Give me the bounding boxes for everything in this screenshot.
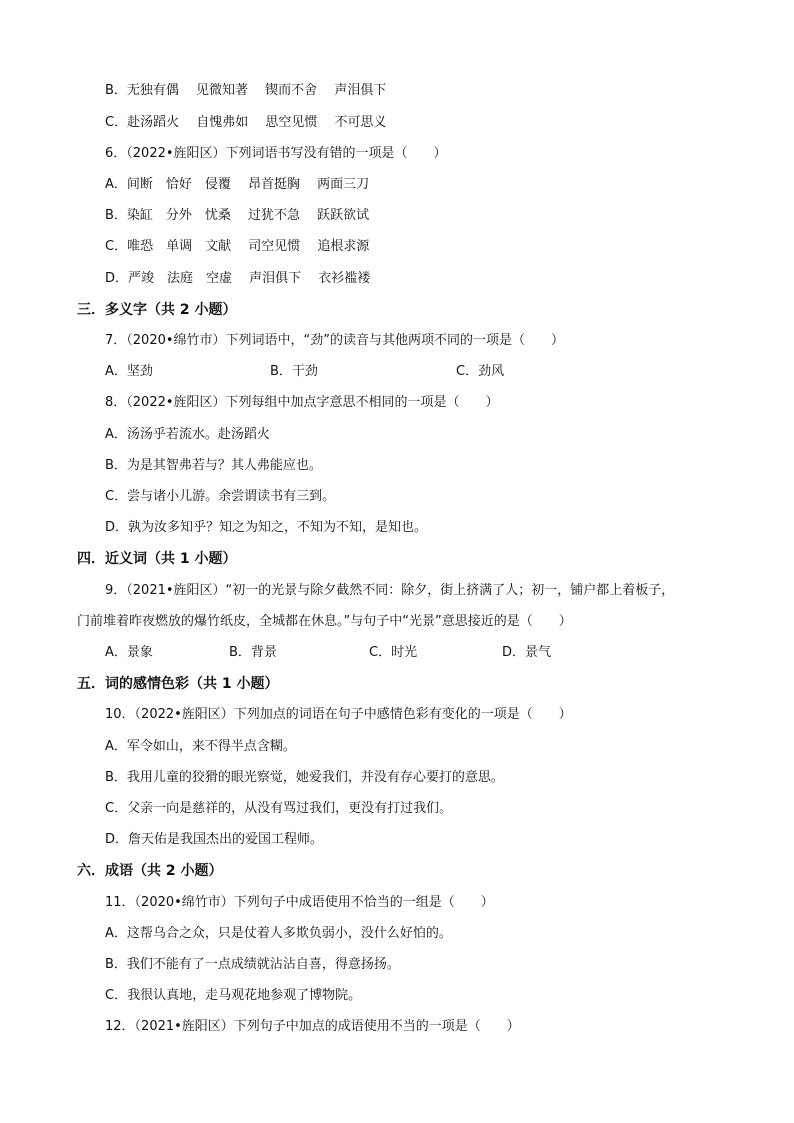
- question-9: 9．（2021•旌阳区）“初一的光景与除夕截然不同：除夕，街上挤满了人；初一，铺户都上着板子，: [105, 583, 675, 598]
- q7-option-b: B．干劲: [270, 364, 318, 379]
- question-12: 12．（2021•旌阳区）下列句子中加点的成语使用不当的一项是（ ）: [105, 1019, 520, 1034]
- q9-option-b: B．背景: [229, 645, 277, 660]
- q10-option-a: A．军令如山，来不得半点含糊。: [105, 739, 296, 754]
- question-10: 10．（2022•旌阳区）下列加点的词语在句子中感情色彩有变化的一项是（ ）: [105, 707, 572, 722]
- question-11: 11．（2020•绵竹市）下列句子中成语使用不恰当的一组是（ ）: [105, 895, 494, 910]
- section-3-heading: 三．多义字（共 2 小题）: [77, 302, 237, 318]
- q6-option-a: A．间断 恰好 侵覆 昂首挺胸 两面三刀: [105, 177, 370, 192]
- section-4-heading: 四．近义词（共 1 小题）: [77, 551, 237, 567]
- q6-option-d: D．严竣 法庭 空虚 声泪俱下 衣衫褴褛: [105, 271, 371, 286]
- q8-option-c: C．尝与诸小儿游。余尝谓读书有三到。: [105, 489, 336, 504]
- q10-option-c: C．父亲一向是慈祥的，从没有骂过我们，更没有打过我们。: [105, 801, 453, 816]
- q9-option-a: A．景象: [105, 645, 153, 660]
- q7-options: [105, 364, 725, 380]
- q5-option-c: C．赴汤蹈火 自愧弗如 思空见惯 不可思义: [105, 115, 387, 130]
- q10-option-d: D．詹天佑是我国杰出的爱国工程师。: [105, 832, 324, 847]
- section-6-heading: 六．成语（共 2 小题）: [77, 863, 223, 879]
- q11-option-c: C．我很认真地，走马观花地参观了博物院。: [105, 988, 362, 1003]
- q8-option-b: B．为是其智弗若与？其人弗能应也。: [105, 458, 322, 473]
- q9-option-d: D．景气: [502, 645, 552, 660]
- q9-options: [105, 645, 725, 661]
- q10-option-b: B．我用儿童的狡猾的眼光察觉，她爱我们，并没有存心要打的意思。: [105, 770, 504, 785]
- q11-option-a: A．这帮乌合之众，只是仗着人多欺负弱小，没什么好怕的。: [105, 926, 452, 941]
- q7-option-c: C．劲风: [456, 364, 505, 379]
- q7-option-a: A．坚劲: [105, 364, 153, 379]
- q8-option-d: D．孰为汝多知乎？知之为知之，不知为不知，是知也。: [105, 520, 428, 535]
- q6-option-b: B．染缸 分外 忧桑 过犹不急 跃跃欲试: [105, 208, 370, 223]
- q8-option-a: A．汤汤乎若流水。赴汤蹈火: [105, 427, 270, 442]
- section-5-heading: 五．词的感情色彩（共 1 小题）: [77, 676, 279, 692]
- question-7: 7．（2020•绵竹市）下列词语中，“劲”的读音与其他两项不同的一项是（ ）: [105, 333, 564, 348]
- q11-option-b: B．我们不能有了一点成绩就沾沾自喜，得意扬扬。: [105, 957, 400, 972]
- question-6: 6．（2022•旌阳区）下列词语书写没有错的一项是（ ）: [105, 146, 447, 161]
- question-8: 8．（2022•旌阳区）下列每组中加点字意思不相同的一项是（ ）: [105, 395, 499, 410]
- question-9-continued: 门前堆着昨夜燃放的爆竹纸皮，全城都在休息。”与句子中“光景”意思接近的是（ ）: [77, 614, 572, 629]
- q9-option-c: C．时光: [369, 645, 418, 660]
- q5-option-b: B．无独有偶 见微知著 锲而不舍 声泪俱下: [105, 83, 387, 98]
- q6-option-c: C．唯恐 单调 文献 司空见惯 追根求源: [105, 239, 370, 254]
